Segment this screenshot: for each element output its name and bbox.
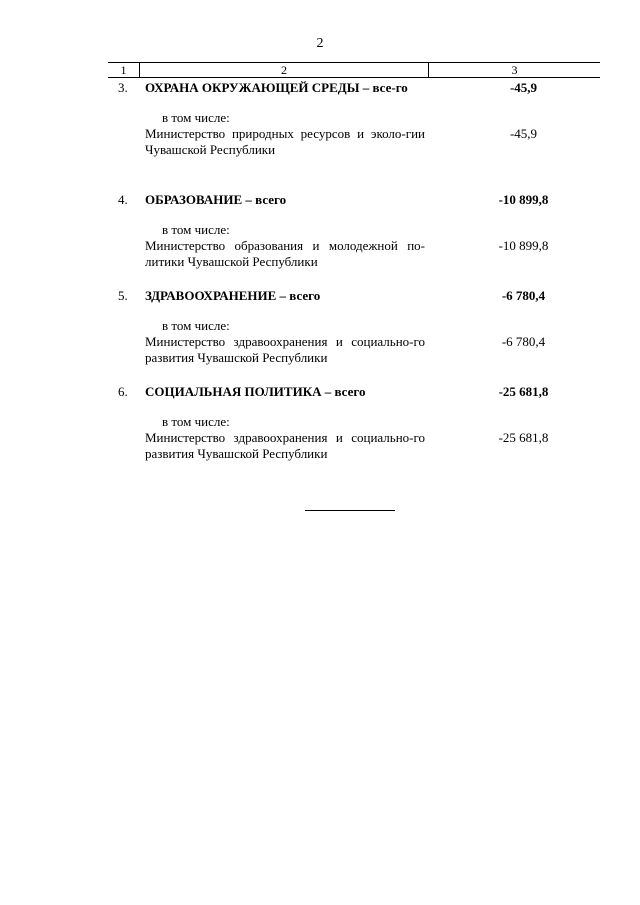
section-total: -10 899,8 xyxy=(498,192,549,207)
end-rule xyxy=(305,510,395,511)
section-environment xyxy=(108,80,600,158)
ministry-name: Министерство образования и молодежной по-литики Чувашской Республики xyxy=(145,238,425,269)
section-education xyxy=(108,192,600,270)
section-title: ЗДРАВООХРАНЕНИЕ – всего xyxy=(145,288,321,303)
section-total: -6 780,4 xyxy=(501,288,546,303)
section-social-policy xyxy=(108,384,600,462)
section-healthcare xyxy=(108,288,600,366)
table-header xyxy=(108,62,600,78)
section-title: ОБРАЗОВАНИЕ – всего xyxy=(145,192,287,207)
section-number: 3. xyxy=(118,80,128,95)
ministry-value: -10 899,8 xyxy=(498,238,549,253)
section-total: -25 681,8 xyxy=(498,384,549,399)
ministry-name: Министерство здравоохранения и социально-го развития Чувашской Республики xyxy=(145,334,425,365)
ministry-name: Министерство природных ресурсов и эколо-гии Чувашской Республики xyxy=(145,126,425,157)
ministry-value: -25 681,8 xyxy=(498,430,549,445)
page-number: 2 xyxy=(316,36,324,51)
section-number: 4. xyxy=(118,192,128,207)
ministry-value: -45,9 xyxy=(509,126,538,141)
section-number: 5. xyxy=(118,288,128,303)
subtitle: в том числе: xyxy=(162,318,230,333)
ministry-value: -6 780,4 xyxy=(501,334,546,349)
section-title: ОХРАНА ОКРУЖАЮЩЕЙ СРЕДЫ – все-го xyxy=(145,80,408,95)
header-col-1: 1 xyxy=(108,63,140,77)
section-number: 6. xyxy=(118,384,128,399)
subtitle: в том числе: xyxy=(162,414,230,429)
ministry-name: Министерство здравоохранения и социально-го развития Чувашской Республики xyxy=(145,430,425,461)
section-total: -45,9 xyxy=(509,80,538,95)
header-col-2: 2 xyxy=(140,63,429,77)
subtitle: в том числе: xyxy=(162,110,230,125)
header-col-3: 3 xyxy=(511,63,518,77)
section-title: СОЦИАЛЬНАЯ ПОЛИТИКА – всего xyxy=(145,384,366,399)
subtitle: в том числе: xyxy=(162,222,230,237)
